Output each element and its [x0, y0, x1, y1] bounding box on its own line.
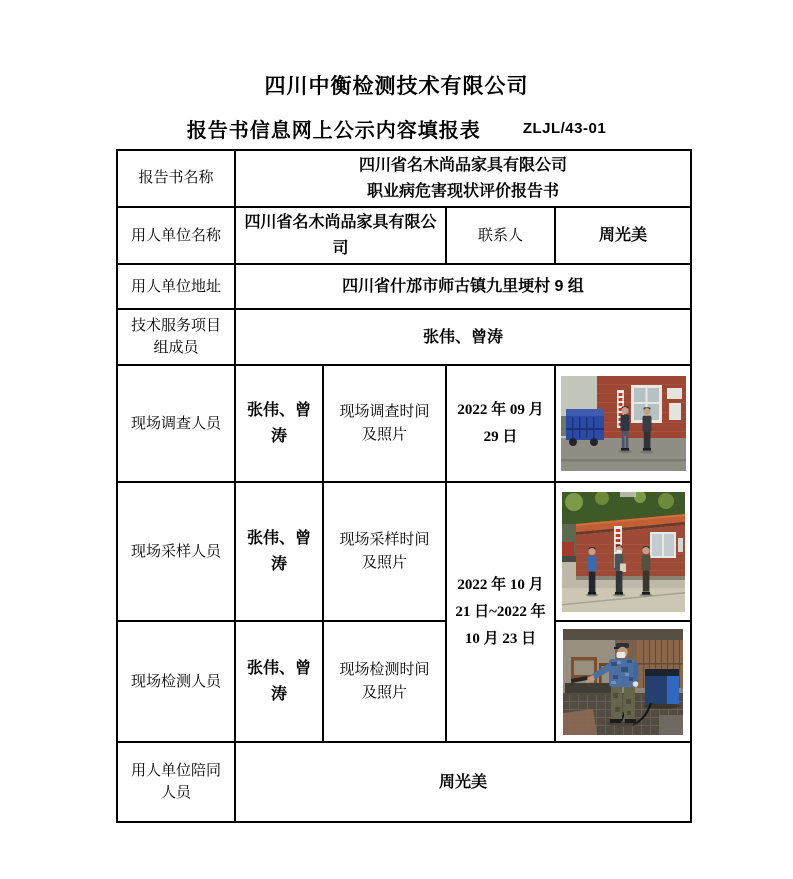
sampling-photo-cell — [555, 482, 691, 621]
survey-photo-cell — [555, 365, 691, 482]
doc-code: ZLJL/43-01 — [522, 120, 607, 137]
row-survey — [117, 365, 691, 482]
left-yard — [562, 524, 576, 562]
contact-name: 周光美 — [555, 207, 691, 264]
shadow — [640, 451, 653, 455]
report-name-line1: 四川省名木尚品家具有限公司 — [359, 157, 568, 174]
sunlit-concrete — [562, 588, 685, 612]
sampling-label: 现场采样人员 — [117, 482, 235, 621]
row-sampling — [117, 482, 691, 621]
site-testing-photo — [563, 629, 683, 735]
row-testing — [117, 621, 691, 742]
form-title: 报告书信息网上公示内容填报表 — [186, 120, 481, 142]
row-report-name — [117, 150, 691, 207]
testing-staff: 张伟、曾涛 — [235, 621, 323, 742]
team-label: 技术服务项目组成员 — [117, 309, 235, 365]
report-name-value — [235, 150, 691, 207]
report-name-line2: 职业病危害现状评价报告书 — [367, 182, 560, 200]
survey-label: 现场调查人员 — [117, 365, 235, 482]
report-name-label: 报告书名称 — [117, 150, 235, 207]
row-team — [117, 309, 691, 365]
address-value: 四川省什邡市师古镇九里埂村 9 组 — [235, 264, 691, 309]
row-address — [117, 264, 691, 309]
survey-time-label: 现场调查时间及照片 — [323, 365, 446, 482]
row-escort — [117, 742, 691, 822]
employer-value: 四川省名木尚品家具有限公司 — [235, 207, 446, 264]
sampling-staff: 张伟、曾涛 — [235, 482, 323, 621]
row-employer — [117, 207, 691, 264]
sampling-testing-time-value: 2022 年 10 月 21 日~2022 年 10 月 23 日 — [446, 482, 555, 742]
wall-notices — [667, 388, 682, 420]
form-title-row — [0, 114, 793, 143]
ceiling-beam — [563, 629, 683, 640]
testing-time-label: 现场检测时间及照片 — [323, 621, 446, 742]
testing-label: 现场检测人员 — [117, 621, 235, 742]
report-info-table — [116, 149, 692, 823]
testing-photo-cell — [555, 621, 691, 742]
escort-value: 周光美 — [235, 742, 691, 822]
curb-line — [561, 459, 686, 462]
survey-time-value: 2022 年 09 月 29 日 — [446, 365, 555, 482]
employer-label: 用人单位名称 — [117, 207, 235, 264]
team-value: 张伟、曾涛 — [235, 309, 691, 365]
contact-label: 联系人 — [446, 207, 555, 264]
site-survey-photo — [561, 376, 686, 471]
address-label: 用人单位地址 — [117, 264, 235, 309]
survey-staff: 张伟、曾涛 — [235, 365, 323, 482]
site-sampling-photo — [562, 492, 685, 612]
company-title: 四川中衡检测技术有限公司 — [264, 75, 529, 98]
escort-label: 用人单位陪同人员 — [117, 742, 235, 822]
sampling-time-label: 现场采样时间及照片 — [323, 482, 446, 621]
